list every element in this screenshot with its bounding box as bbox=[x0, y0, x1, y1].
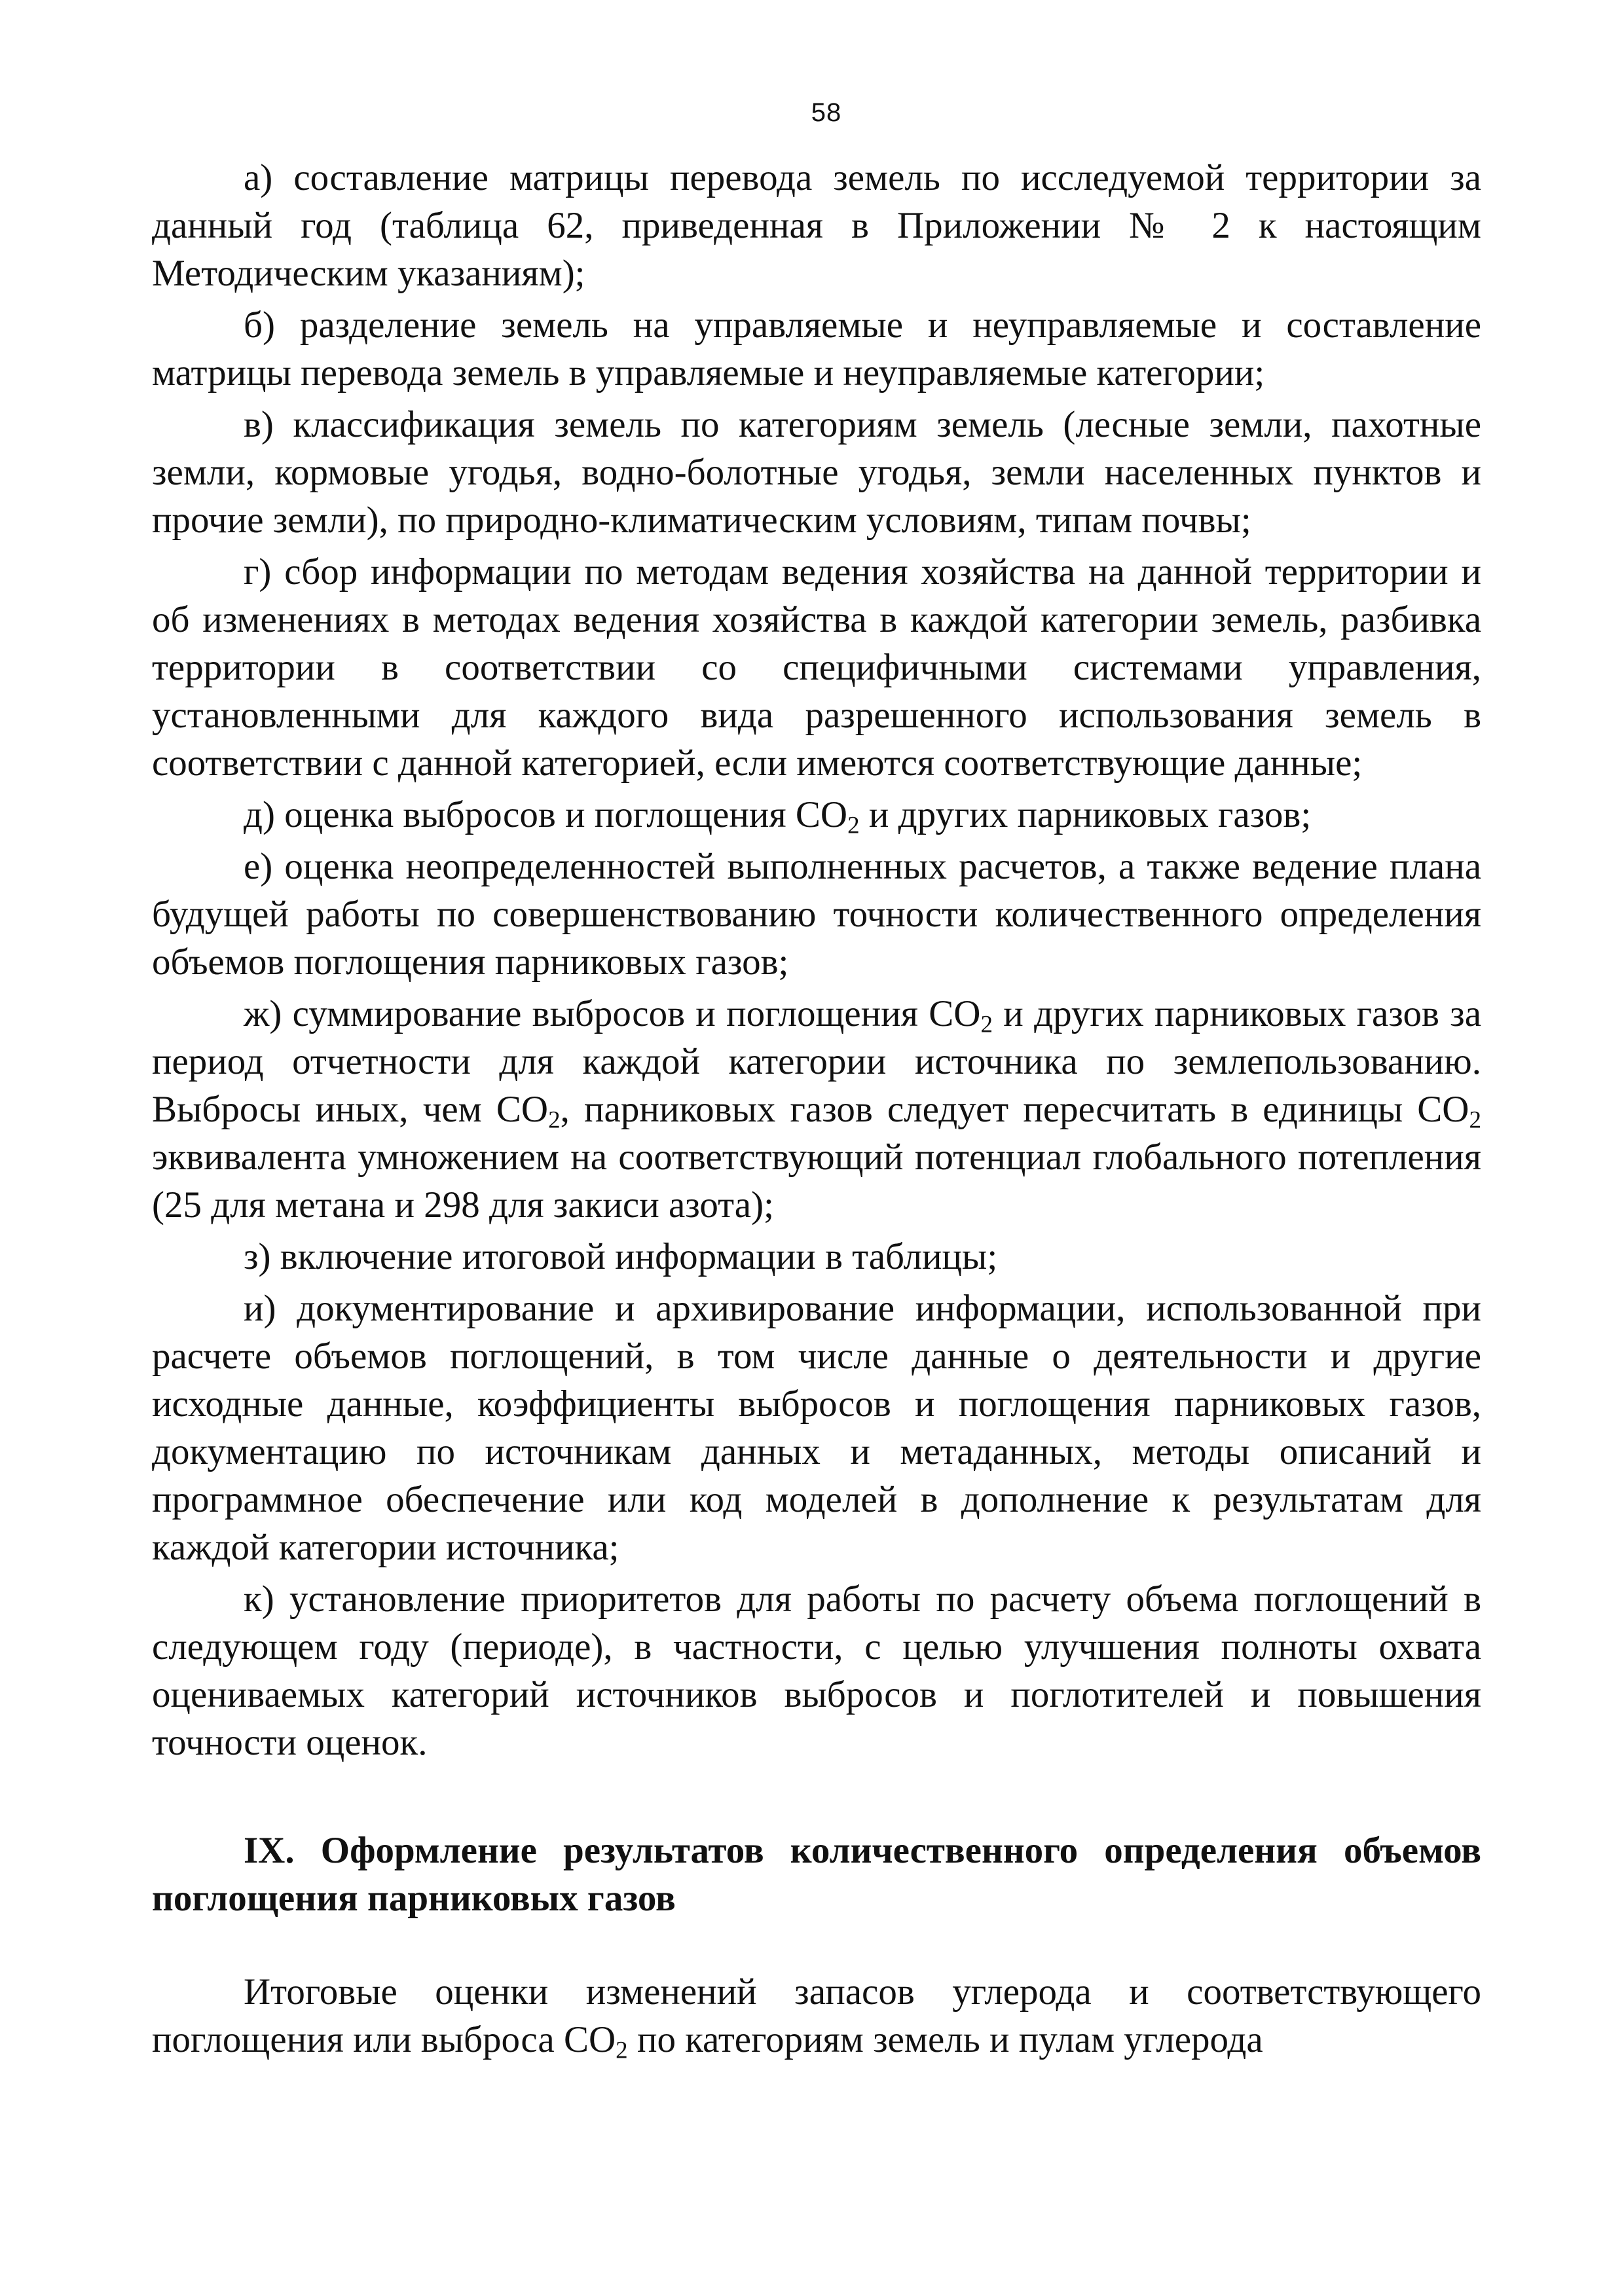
subscript-2: 2 bbox=[548, 1106, 561, 1134]
list-item-a: а) составление матрицы перевода земель по исследуемой территории за данный год (таблица 62, приведенная в Приложении № 2 к настоящим Методическим указаниям); bbox=[152, 157, 1481, 294]
final-paragraph-text-1: Итоговые оценки изменений запасов углерода и соответствующего поглощения или выброса CO bbox=[152, 1971, 1481, 2060]
list-item-d-text-1: д) оценка выбросов и поглощения CO bbox=[244, 794, 848, 835]
list-item-k: к) установление приоритетов для работы по расчету объема поглощений в следующем году (периоде), в частности, с целью улучшения полноты охвата оцениваемых категорий источников выбросов и поглотителей и повышения точности оценок. bbox=[152, 1578, 1481, 1763]
list-item-d bbox=[152, 791, 1481, 839]
list-item-e: е) оценка неопределенностей выполненных расчетов, а также ведение плана будущей работы по совершенствованию точности количественного определения объемов поглощения парниковых газов; bbox=[152, 846, 1481, 983]
list-item-g: г) сбор информации по методам ведения хозяйства на данной территории и об изменениях в методах ведения хозяйства в каждой категории земель, разбивка территории в соответствии со специфичными системами управления, установленными для каждого вида разрешенного использования земель в соответствии с данной категорией, если имеются соответствующие данные; bbox=[152, 551, 1481, 784]
list-item-b: б) разделение земель на управляемые и неуправляемые и составление матрицы перевода земель в управляемые и неуправляемые категории; bbox=[152, 304, 1481, 393]
subscript-2: 2 bbox=[980, 1011, 993, 1038]
document-page bbox=[152, 98, 1481, 2068]
final-paragraph-text-2: по категориям земель и пулам углерода bbox=[627, 2019, 1263, 2060]
subscript-2: 2 bbox=[847, 812, 860, 839]
subscript-2: 2 bbox=[1469, 1106, 1481, 1134]
list-item-zh-text-4: эквивалента умножением на соответствующий потенциал глобального потепления (25 для метана и 298 для закиси азота); bbox=[152, 1137, 1481, 1226]
list-item-z: з) включение итоговой информации в таблицы; bbox=[244, 1236, 998, 1277]
list-item-zh-text-3: , парниковых газов следует пересчитать в единицы CO bbox=[560, 1089, 1469, 1130]
list-item-zh-text-1: ж) суммирование выбросов и поглощения CO bbox=[244, 993, 981, 1034]
list-item-i: и) документирование и архивирование информации, использованной при расчете объемов поглощений, в том числе данные о деятельности и другие исходные данные, коэффициенты выбросов и поглощения парниковых газов, документацию по источникам данных и метаданных, методы описаний и программное обеспечение или код моделей в дополнение к результатам для каждой категории источника; bbox=[152, 1288, 1481, 1568]
list-item-zh bbox=[152, 990, 1481, 1229]
list-item-v: в) классификация земель по категориям земель (лесные земли, пахотные земли, кормовые угодья, водно-болотные угодья, земли населенных пунктов и прочие земли), по природно-климатическим условиям, типам почвы; bbox=[152, 404, 1481, 541]
section-heading: IX. Оформление результатов количественного определения объемов поглощения парниковых газов bbox=[152, 1830, 1481, 1919]
subscript-2: 2 bbox=[616, 2037, 628, 2064]
page-number: 58 bbox=[811, 98, 842, 127]
list-item-d-text-2: и других парниковых газов; bbox=[859, 794, 1312, 835]
final-paragraph bbox=[152, 1968, 1481, 2064]
list-item-zh-text-2: и других парниковых газов за период отчетности для каждой категории источника по землепользованию. Выбросы иных, чем CO bbox=[152, 993, 1481, 1130]
